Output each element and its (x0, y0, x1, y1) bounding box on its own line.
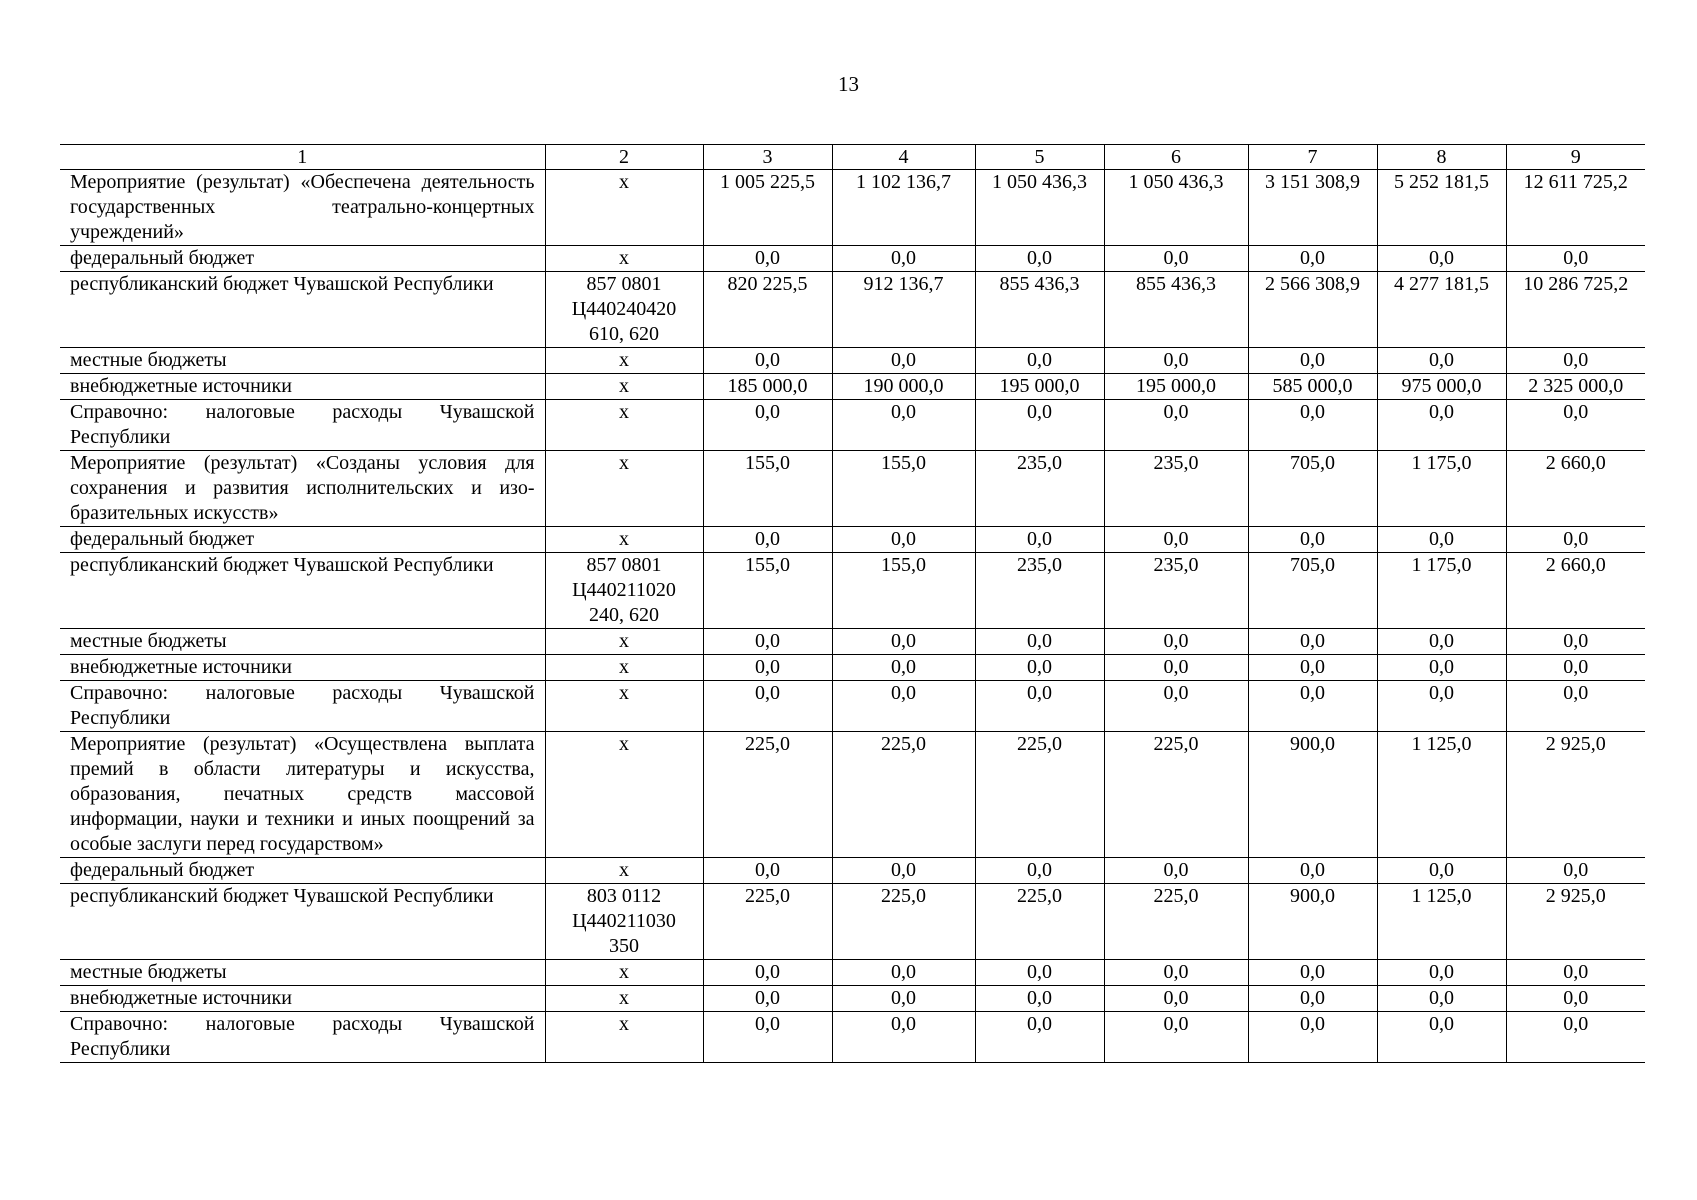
value-cell: 0,0 (1248, 400, 1377, 451)
row-name-cell: Мероприятие (результат) «Созданы условия для сохранения и развития исполнительских и изобразительных искусств» (60, 451, 545, 527)
value-cell: 0,0 (832, 246, 975, 272)
value-cell: 0,0 (1377, 960, 1506, 986)
value-cell: 0,0 (1104, 986, 1248, 1012)
value-cell: 0,0 (975, 655, 1104, 681)
value-cell: 4 277 181,5 (1377, 272, 1506, 348)
table-row (60, 1012, 1645, 1063)
page-number: 13 (838, 72, 859, 96)
value-cell: 0,0 (1248, 246, 1377, 272)
budget-code-cell: х (545, 629, 703, 655)
value-cell: 1 125,0 (1377, 732, 1506, 858)
value-cell: 0,0 (1377, 1012, 1506, 1063)
row-name-cell: Справочно: налоговые расходы Чувашской Республики (60, 1012, 545, 1063)
row-name-cell: республиканский бюджет Чувашской Республики (60, 884, 545, 960)
value-cell: 225,0 (975, 732, 1104, 858)
budget-code-cell: х (545, 681, 703, 732)
value-cell: 0,0 (703, 960, 832, 986)
table-row (60, 732, 1645, 858)
value-cell: 235,0 (975, 451, 1104, 527)
value-cell: 0,0 (1377, 348, 1506, 374)
table-row (60, 629, 1645, 655)
table-row (60, 348, 1645, 374)
value-cell: 1 175,0 (1377, 451, 1506, 527)
value-cell: 0,0 (1248, 655, 1377, 681)
value-cell: 0,0 (1377, 400, 1506, 451)
budget-code-cell: х (545, 960, 703, 986)
budget-code-cell: 857 0801 Ц440240420 610, 620 (545, 272, 703, 348)
value-cell: 0,0 (1104, 1012, 1248, 1063)
value-cell: 1 005 225,5 (703, 170, 832, 246)
value-cell: 155,0 (832, 451, 975, 527)
header-cell: 5 (975, 145, 1104, 170)
value-cell: 225,0 (975, 884, 1104, 960)
value-cell: 0,0 (1506, 348, 1645, 374)
value-cell: 0,0 (975, 629, 1104, 655)
budget-code-cell: х (545, 527, 703, 553)
value-cell: 0,0 (1377, 629, 1506, 655)
row-name-cell: внебюджетные источники (60, 986, 545, 1012)
value-cell: 0,0 (703, 629, 832, 655)
value-cell: 0,0 (1104, 655, 1248, 681)
value-cell: 0,0 (975, 681, 1104, 732)
value-cell: 900,0 (1248, 732, 1377, 858)
value-cell: 195 000,0 (975, 374, 1104, 400)
value-cell: 0,0 (1377, 527, 1506, 553)
value-cell: 2 660,0 (1506, 553, 1645, 629)
table-row (60, 170, 1645, 246)
table-row (60, 400, 1645, 451)
budget-code-cell: х (545, 732, 703, 858)
value-cell: 820 225,5 (703, 272, 832, 348)
value-cell: 0,0 (1248, 527, 1377, 553)
value-cell: 155,0 (832, 553, 975, 629)
value-cell: 0,0 (1104, 629, 1248, 655)
value-cell: 0,0 (1248, 986, 1377, 1012)
header-cell: 2 (545, 145, 703, 170)
value-cell: 0,0 (1104, 960, 1248, 986)
row-name-cell: республиканский бюджет Чувашской Республики (60, 553, 545, 629)
value-cell: 2 925,0 (1506, 884, 1645, 960)
value-cell: 0,0 (832, 655, 975, 681)
value-cell: 155,0 (703, 553, 832, 629)
value-cell: 0,0 (832, 527, 975, 553)
value-cell: 0,0 (975, 960, 1104, 986)
value-cell: 0,0 (1377, 246, 1506, 272)
row-name-cell: местные бюджеты (60, 348, 545, 374)
value-cell: 705,0 (1248, 553, 1377, 629)
value-cell: 225,0 (832, 732, 975, 858)
value-cell: 190 000,0 (832, 374, 975, 400)
row-name-cell: Мероприятие (результат) «Осуществлена выплата премий в области литературы и искусства, образования, печатных средств массовой информации, науки и техники и иных поощрений за особые заслуги перед государством» (60, 732, 545, 858)
value-cell: 0,0 (832, 681, 975, 732)
table-row (60, 858, 1645, 884)
table-row (60, 960, 1645, 986)
value-cell: 0,0 (1377, 655, 1506, 681)
row-name-cell: внебюджетные источники (60, 374, 545, 400)
value-cell: 225,0 (703, 732, 832, 858)
value-cell: 0,0 (703, 681, 832, 732)
budget-code-cell: х (545, 451, 703, 527)
budget-table (60, 144, 1645, 1063)
value-cell: 155,0 (703, 451, 832, 527)
value-cell: 0,0 (703, 246, 832, 272)
header-cell: 9 (1506, 145, 1645, 170)
value-cell: 0,0 (1104, 400, 1248, 451)
value-cell: 0,0 (1506, 629, 1645, 655)
table-row (60, 246, 1645, 272)
value-cell: 0,0 (703, 655, 832, 681)
row-name-cell: федеральный бюджет (60, 527, 545, 553)
value-cell: 0,0 (975, 858, 1104, 884)
value-cell: 0,0 (1506, 527, 1645, 553)
row-name-cell: Справочно: налоговые расходы Чувашской Республики (60, 681, 545, 732)
budget-code-cell: х (545, 246, 703, 272)
value-cell: 0,0 (703, 400, 832, 451)
header-cell: 1 (60, 145, 545, 170)
value-cell: 0,0 (1506, 986, 1645, 1012)
value-cell: 0,0 (832, 629, 975, 655)
value-cell: 0,0 (1248, 858, 1377, 884)
value-cell: 975 000,0 (1377, 374, 1506, 400)
value-cell: 1 125,0 (1377, 884, 1506, 960)
value-cell: 0,0 (1248, 629, 1377, 655)
value-cell: 0,0 (975, 246, 1104, 272)
budget-code-cell: х (545, 348, 703, 374)
header-cell: 7 (1248, 145, 1377, 170)
value-cell: 5 252 181,5 (1377, 170, 1506, 246)
header-cell: 4 (832, 145, 975, 170)
value-cell: 0,0 (1377, 986, 1506, 1012)
value-cell: 0,0 (703, 858, 832, 884)
budget-code-cell: х (545, 1012, 703, 1063)
table-row (60, 681, 1645, 732)
row-name-cell: местные бюджеты (60, 960, 545, 986)
table-row (60, 451, 1645, 527)
value-cell: 855 436,3 (1104, 272, 1248, 348)
row-name-cell: местные бюджеты (60, 629, 545, 655)
value-cell: 235,0 (975, 553, 1104, 629)
row-name-cell: Справочно: налоговые расходы Чувашской Республики (60, 400, 545, 451)
value-cell: 0,0 (703, 527, 832, 553)
budget-code-cell: х (545, 400, 703, 451)
value-cell: 0,0 (975, 348, 1104, 374)
value-cell: 900,0 (1248, 884, 1377, 960)
value-cell: 0,0 (1506, 655, 1645, 681)
table-row (60, 272, 1645, 348)
value-cell: 235,0 (1104, 553, 1248, 629)
value-cell: 235,0 (1104, 451, 1248, 527)
value-cell: 0,0 (832, 400, 975, 451)
table-row (60, 986, 1645, 1012)
value-cell: 0,0 (832, 858, 975, 884)
value-cell: 2 660,0 (1506, 451, 1645, 527)
value-cell: 0,0 (975, 986, 1104, 1012)
header-cell: 3 (703, 145, 832, 170)
budget-code-cell: 803 0112 Ц440211030 350 (545, 884, 703, 960)
value-cell: 0,0 (1104, 681, 1248, 732)
budget-code-cell: х (545, 986, 703, 1012)
value-cell: 0,0 (1377, 858, 1506, 884)
budget-code-cell: х (545, 655, 703, 681)
header-row (60, 145, 1645, 170)
header-cell: 8 (1377, 145, 1506, 170)
row-name-cell: федеральный бюджет (60, 858, 545, 884)
value-cell: 0,0 (975, 527, 1104, 553)
value-cell: 0,0 (975, 1012, 1104, 1063)
value-cell: 0,0 (1248, 348, 1377, 374)
value-cell: 185 000,0 (703, 374, 832, 400)
table-row (60, 527, 1645, 553)
budget-code-cell: х (545, 858, 703, 884)
table-row (60, 884, 1645, 960)
value-cell: 0,0 (1248, 681, 1377, 732)
value-cell: 1 175,0 (1377, 553, 1506, 629)
value-cell: 0,0 (832, 348, 975, 374)
value-cell: 0,0 (832, 960, 975, 986)
value-cell: 0,0 (832, 1012, 975, 1063)
value-cell: 10 286 725,2 (1506, 272, 1645, 348)
table-row (60, 655, 1645, 681)
table-body (60, 145, 1645, 1063)
value-cell: 855 436,3 (975, 272, 1104, 348)
budget-code-cell: х (545, 374, 703, 400)
header-cell: 6 (1104, 145, 1248, 170)
value-cell: 195 000,0 (1104, 374, 1248, 400)
value-cell: 1 050 436,3 (1104, 170, 1248, 246)
value-cell: 0,0 (1104, 527, 1248, 553)
value-cell: 2 325 000,0 (1506, 374, 1645, 400)
value-cell: 705,0 (1248, 451, 1377, 527)
value-cell: 585 000,0 (1248, 374, 1377, 400)
value-cell: 2 566 308,9 (1248, 272, 1377, 348)
value-cell: 0,0 (1506, 246, 1645, 272)
value-cell: 0,0 (975, 400, 1104, 451)
value-cell: 0,0 (1506, 858, 1645, 884)
value-cell: 225,0 (832, 884, 975, 960)
value-cell: 0,0 (1506, 681, 1645, 732)
value-cell: 912 136,7 (832, 272, 975, 348)
budget-code-cell: 857 0801 Ц440211020 240, 620 (545, 553, 703, 629)
value-cell: 0,0 (703, 986, 832, 1012)
value-cell: 0,0 (1248, 1012, 1377, 1063)
table-row (60, 374, 1645, 400)
value-cell: 0,0 (1104, 348, 1248, 374)
value-cell: 0,0 (1377, 681, 1506, 732)
value-cell: 1 102 136,7 (832, 170, 975, 246)
value-cell: 225,0 (1104, 732, 1248, 858)
value-cell: 0,0 (1506, 400, 1645, 451)
value-cell: 0,0 (832, 986, 975, 1012)
row-name-cell: республиканский бюджет Чувашской Республики (60, 272, 545, 348)
value-cell: 0,0 (1104, 858, 1248, 884)
table-row (60, 553, 1645, 629)
row-name-cell: федеральный бюджет (60, 246, 545, 272)
value-cell: 1 050 436,3 (975, 170, 1104, 246)
value-cell: 0,0 (703, 348, 832, 374)
value-cell: 0,0 (1506, 1012, 1645, 1063)
value-cell: 3 151 308,9 (1248, 170, 1377, 246)
value-cell: 0,0 (703, 1012, 832, 1063)
row-name-cell: внебюджетные источники (60, 655, 545, 681)
budget-code-cell: х (545, 170, 703, 246)
value-cell: 2 925,0 (1506, 732, 1645, 858)
value-cell: 12 611 725,2 (1506, 170, 1645, 246)
value-cell: 225,0 (1104, 884, 1248, 960)
row-name-cell: Мероприятие (результат) «Обеспечена деятельность государственных театрально-концертных учреждений» (60, 170, 545, 246)
value-cell: 0,0 (1104, 246, 1248, 272)
value-cell: 0,0 (1506, 960, 1645, 986)
value-cell: 225,0 (703, 884, 832, 960)
value-cell: 0,0 (1248, 960, 1377, 986)
